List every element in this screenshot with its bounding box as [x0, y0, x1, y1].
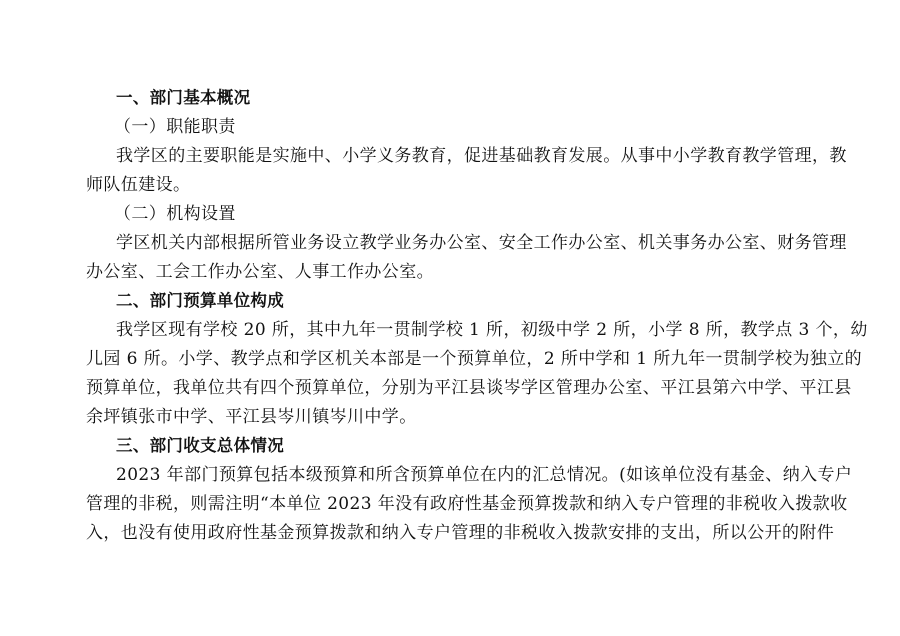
section-heading-3: 三、部门收支总体情况: [116, 436, 284, 455]
paragraph-line: 办公室、工会工作办公室、人事工作办公室。: [86, 262, 434, 282]
paragraph-line: 余坪镇张市中学、平江县岑川镇岑川中学。: [86, 407, 417, 427]
paragraph-line: 入，也没有使用政府性基金预算拨款和纳入专户管理的非税收入拨款安排的支出，所以公开的附件: [86, 523, 835, 543]
paragraph-line: 我学区现有学校 20 所，其中九年一贯制学校 1 所，初级中学 2 所，小学 8 所，教学点 3 个，幼: [116, 320, 868, 340]
subsection-heading-structure: （二）机构设置: [114, 204, 236, 224]
paragraph-line: 学区机关内部根据所管业务设立教学业务办公室、安全工作办公室、机关事务办公室、财务管理: [116, 233, 847, 253]
paragraph-line: 预算单位，我单位共有四个预算单位，分别为平江县谈岑学区管理办公室、平江县第六中学、平江县: [86, 378, 852, 398]
section-heading-1: 一、部门基本概况: [116, 88, 251, 107]
subsection-heading-functions: （一）职能职责: [114, 117, 236, 137]
paragraph-line: 2023 年部门预算包括本级预算和所含预算单位在内的汇总情况。(如该单位没有基金、纳入专户: [116, 465, 853, 485]
section-heading-2: 二、部门预算单位构成: [116, 291, 284, 310]
paragraph-line: 儿园 6 所。小学、教学点和学区机关本部是一个预算单位，2 所中学和 1 所九年一贯制学校为独立的: [86, 349, 863, 369]
paragraph-line: 我学区的主要职能是实施中、小学义务教育，促进基础教育发展。从事中小学教育教学管理，教: [116, 146, 847, 166]
paragraph-line: 管理的非税，则需注明“本单位 2023 年没有政府性基金预算拨款和纳入专户管理的非税收入拨款收: [86, 494, 848, 514]
paragraph-line: 师队伍建设。: [86, 175, 191, 195]
